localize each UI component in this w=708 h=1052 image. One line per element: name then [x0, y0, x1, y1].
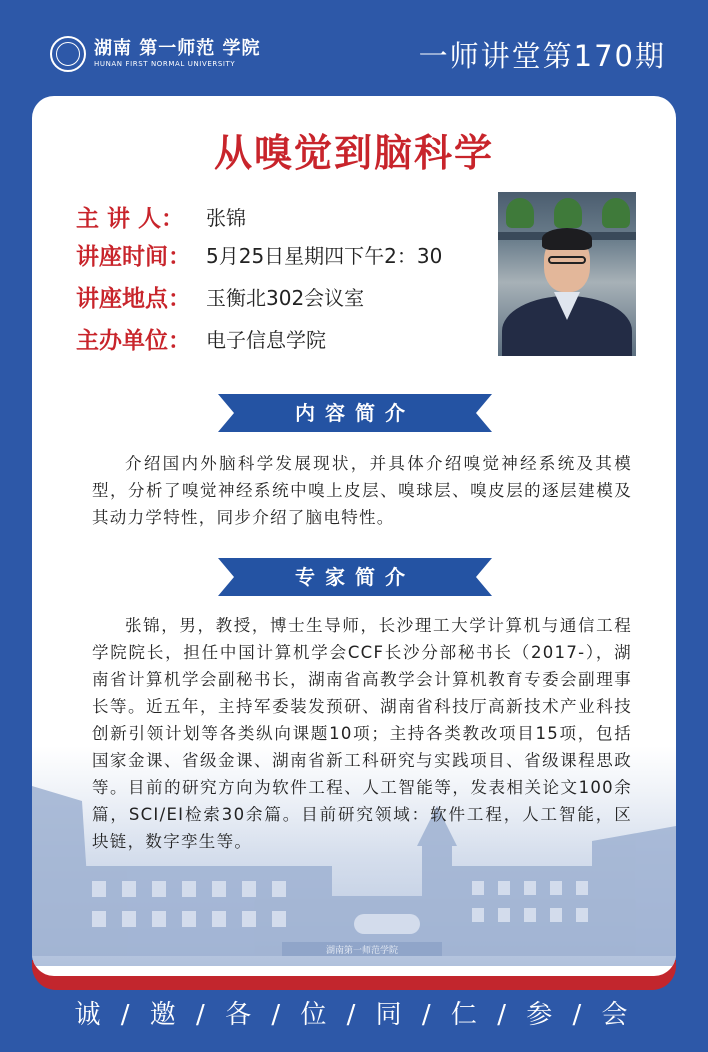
school-logo	[50, 36, 261, 72]
lecture-series-title: 一师讲堂第170期	[418, 39, 666, 73]
info-row-time	[76, 238, 442, 271]
school-seal-icon	[50, 36, 86, 72]
content-card	[32, 96, 676, 976]
info-value: 电子信息学院	[206, 328, 326, 352]
content-paragraph: 介绍国内外脑科学发展现状，并具体介绍嗅觉神经系统及其模型，分析了嗅觉神经系统中嗅上皮层、嗅球层、嗅皮层的逐层建模及其动力学特性，同步介绍了脑电特性。	[92, 454, 632, 527]
info-row-location	[76, 280, 364, 313]
expert-section-title: 专家简介	[295, 565, 415, 589]
expert-section-banner	[218, 558, 492, 596]
content-section-title: 内容简介	[295, 401, 415, 425]
school-name-cn: 湖南 第一师范 学院	[94, 38, 261, 59]
content-section-banner	[218, 394, 492, 432]
speaker-photo	[498, 192, 636, 356]
poster-header	[0, 0, 708, 100]
invitation-footer: 诚 / 邀 / 各 / 位 / 同 / 仁 / 参 / 会	[74, 1000, 634, 1030]
expert-paragraph: 张锦，男，教授，博士生导师，长沙理工大学计算机与通信工程学院院长，担任中国计算机学会CCF长沙分部秘书长（2017-），湖南省计算机学会副秘书长，湖南省高教学会计算机教育专委会副理事长等。近五年，主持军委装发预研、湖南省科技厅高新技术产业科技创新引领计划等各类纵向课题10项；主持各类教改项目15项，包括国家金课、省级金课、湖南省新工科研究与实践项目、省级课程思政等。目前的研究方向为软件工程、人工智能等，发表相关论文100余篇，SCI/EI检索30余篇。目前研究领域：软件工程，人工智能，区块链，数字孪生等。	[92, 616, 632, 851]
gate-inscription: 湖南第一师范学院	[325, 946, 399, 956]
school-name-en: HUNAN FIRST NORMAL UNIVERSITY	[94, 60, 236, 68]
info-label: 讲座时间：	[76, 244, 191, 270]
info-row-organizer	[76, 322, 326, 355]
info-label: 主办单位：	[76, 328, 191, 354]
info-label: 讲座地点：	[76, 286, 191, 312]
info-value: 5月25日星期四下午2：30	[206, 244, 443, 268]
lecture-title: 从嗅觉到脑科学	[213, 131, 494, 175]
info-value: 张锦	[206, 206, 246, 230]
info-label: 主 讲 人：	[76, 206, 185, 232]
info-row-speaker	[76, 200, 246, 233]
info-value: 玉衡北302会议室	[206, 286, 365, 310]
